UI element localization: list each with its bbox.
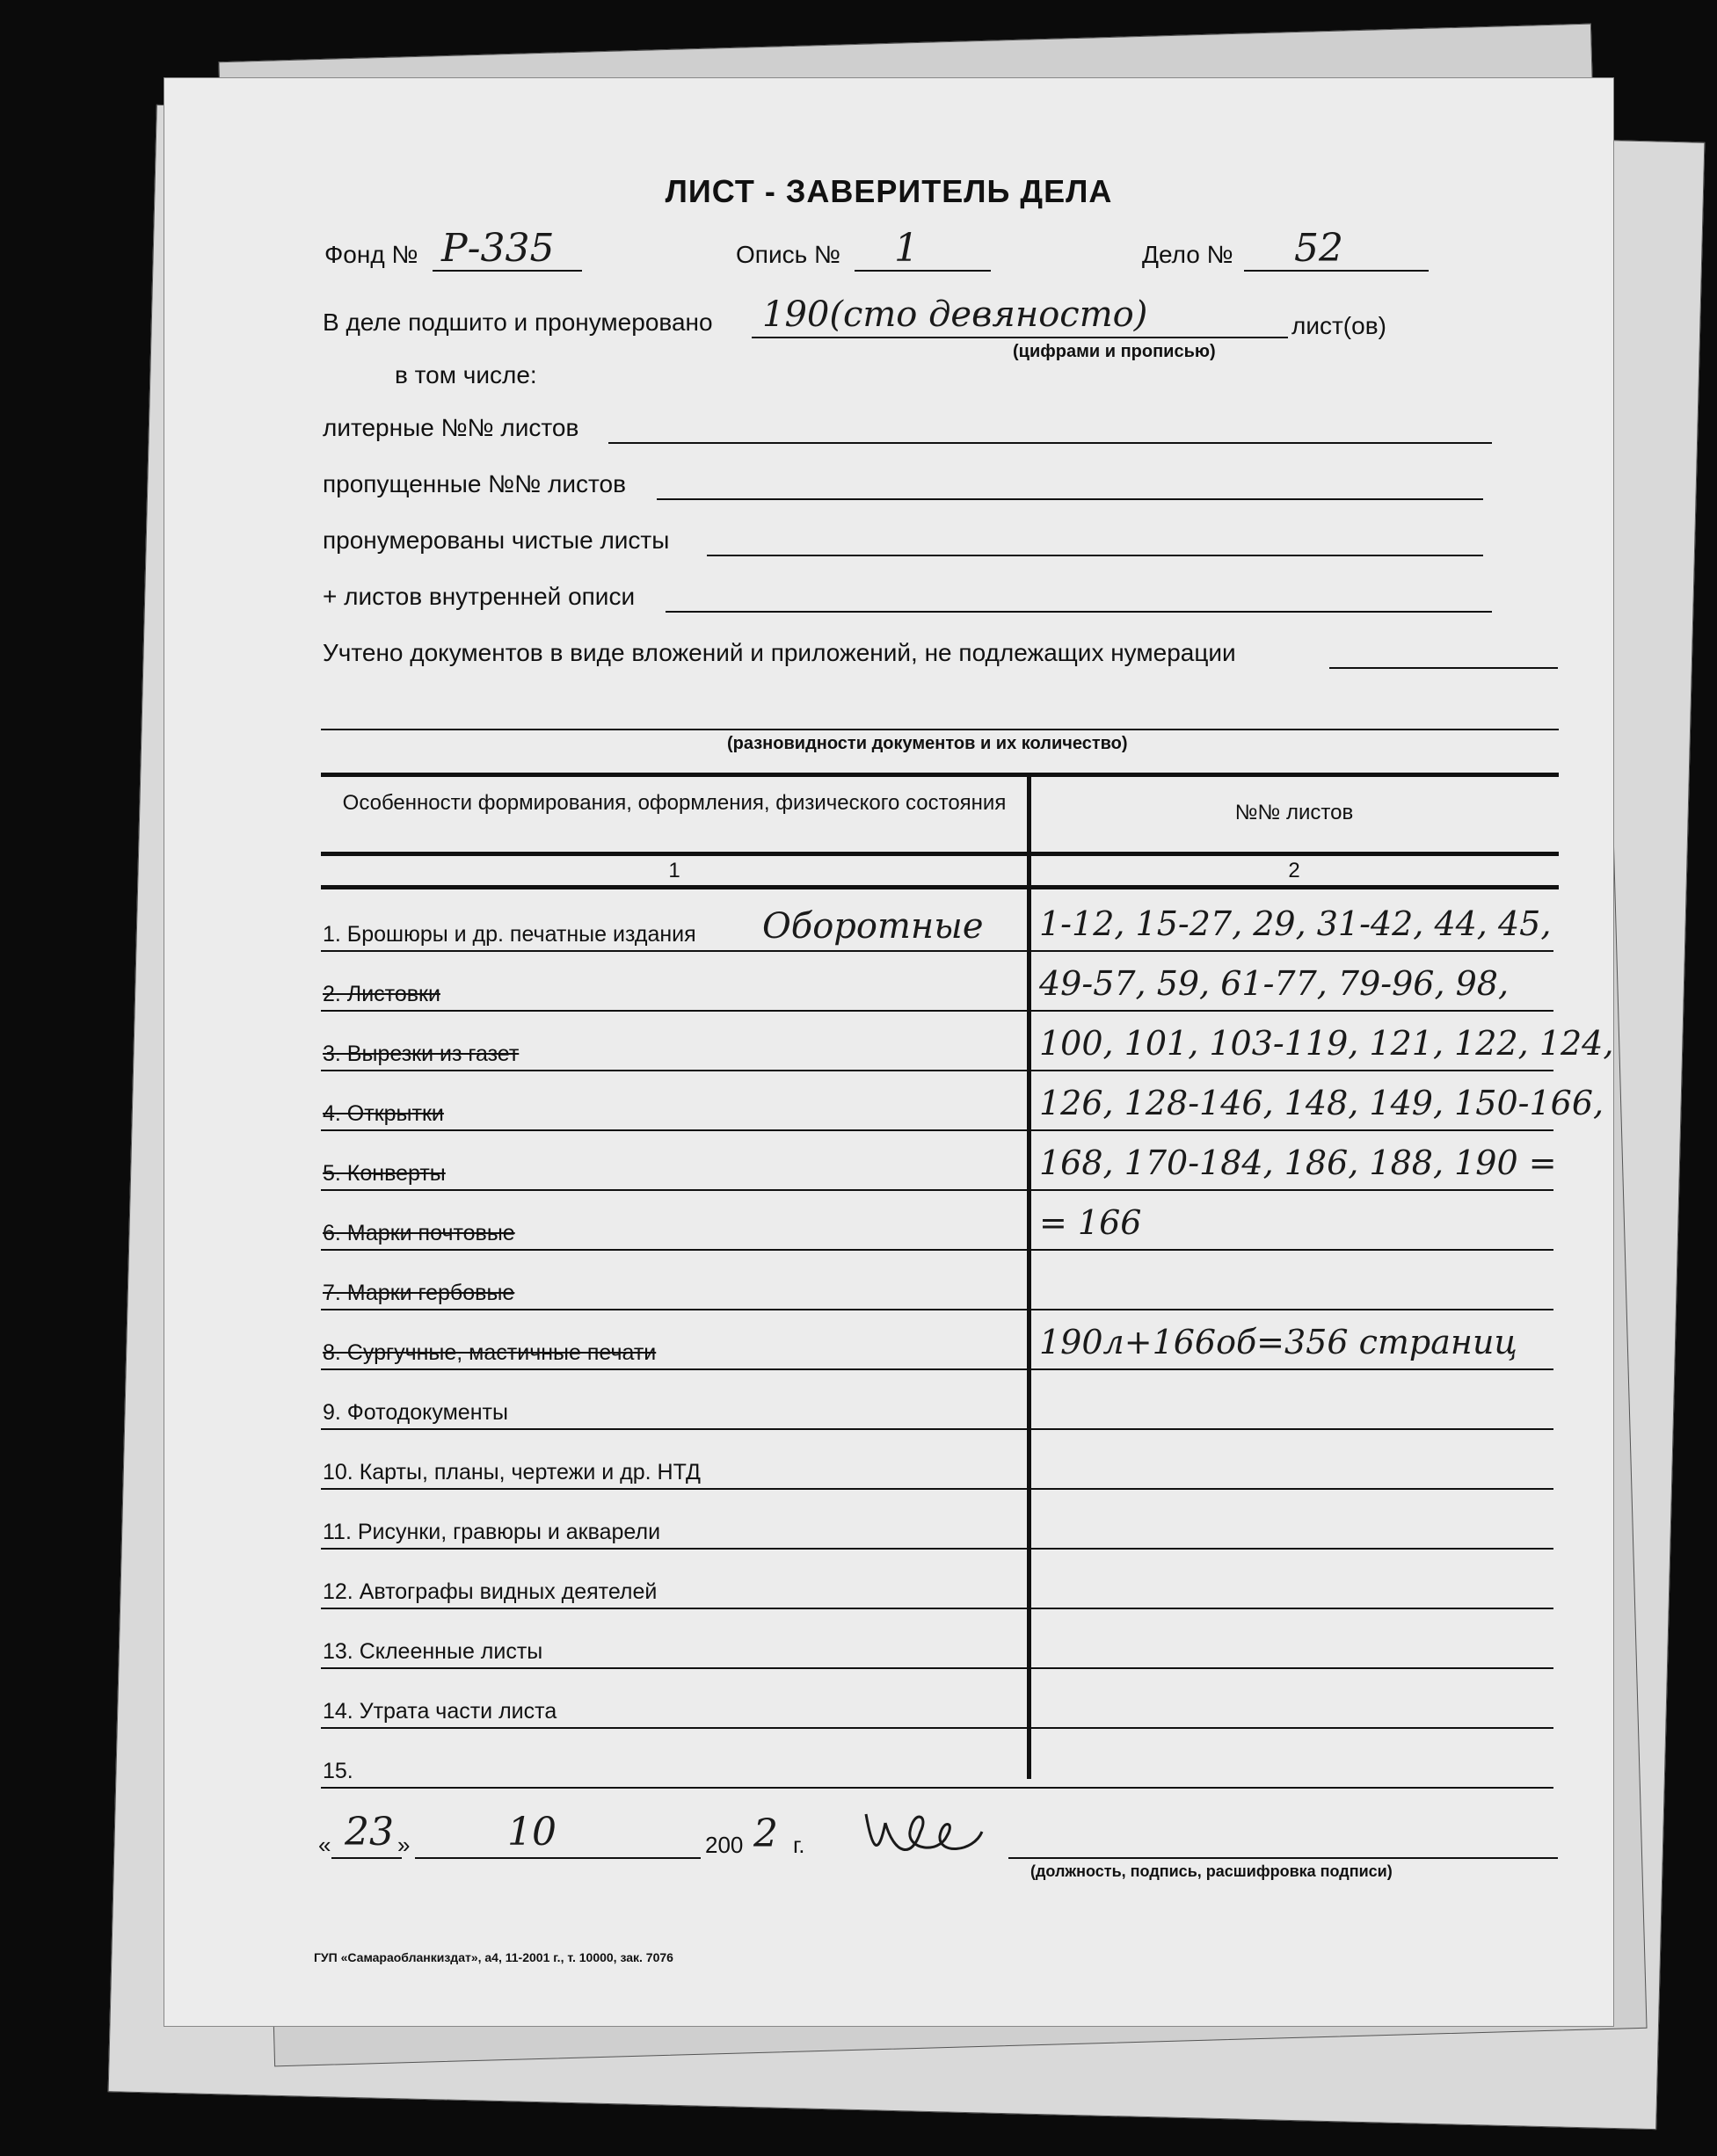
row-label: 11. Рисунки, гравюры и акварели bbox=[323, 1520, 661, 1544]
row-value: = 166 bbox=[1039, 1203, 1142, 1242]
row-value: 49-57, 59, 61-77, 79-96, 98, bbox=[1039, 964, 1510, 1003]
inner-inventory-label: + листов внутренней описи bbox=[323, 583, 636, 610]
row-value: 1-12, 15-27, 29, 31-42, 44, 45, bbox=[1039, 904, 1552, 943]
col2-header: №№ листов bbox=[1234, 801, 1354, 824]
row-rule bbox=[321, 1189, 1553, 1191]
col1-number: 1 bbox=[668, 859, 680, 882]
inner-inventory-underline bbox=[666, 611, 1492, 613]
row-rule bbox=[321, 1667, 1553, 1669]
row-label: 9. Фотодокументы bbox=[323, 1400, 508, 1425]
row-label: 2. Листовки bbox=[323, 982, 440, 1006]
opis-label: Опись № bbox=[736, 241, 840, 268]
sewn-underline bbox=[752, 337, 1288, 338]
row-label: 13. Склеенные листы bbox=[323, 1639, 543, 1664]
header-divider bbox=[321, 852, 1559, 856]
row-rule bbox=[321, 1787, 1553, 1789]
date-day: 23 bbox=[345, 1810, 394, 1855]
delo-label: Дело № bbox=[1142, 241, 1233, 268]
signature-underline bbox=[1008, 1857, 1558, 1859]
fond-underline bbox=[433, 270, 582, 272]
blank-numbered-underline bbox=[707, 555, 1483, 556]
row-label: 15. bbox=[323, 1759, 353, 1783]
row-rule bbox=[321, 1249, 1553, 1251]
document-title: ЛИСТ - ЗАВЕРИТЕЛЬ ДЕЛА bbox=[665, 173, 1113, 209]
year-prefix: 200 bbox=[705, 1832, 744, 1858]
row-label: 6. Марки почтовые bbox=[323, 1221, 515, 1245]
litera-label: литерные №№ листов bbox=[323, 414, 579, 441]
row-rule bbox=[321, 1727, 1553, 1729]
row-label: 4. Открытки bbox=[323, 1101, 444, 1126]
footer-imprint: ГУП «Самараобланкиздат», а4, 11-2001 г., т. 10000, зак. 7076 bbox=[314, 1950, 673, 1964]
sewn-hint: (цифрами и прописью) bbox=[1013, 342, 1216, 361]
delo-underline bbox=[1244, 270, 1429, 272]
sewn-label: В деле подшито и пронумеровано bbox=[323, 309, 713, 336]
row-rule bbox=[321, 1129, 1553, 1131]
blank-numbered-label: пронумерованы чистые листы bbox=[323, 526, 670, 554]
table-top-border bbox=[321, 773, 1559, 777]
row-note: Оборотные bbox=[762, 906, 984, 947]
date-open-quote: « bbox=[318, 1832, 331, 1858]
row-value: 190л+166об=356 страниц bbox=[1039, 1323, 1517, 1361]
attachments-hint: (разновидности документов и их количество) bbox=[727, 734, 1128, 753]
opis-underline bbox=[855, 270, 991, 272]
row-label: 1. Брошюры и др. печатные издания bbox=[323, 922, 696, 947]
date-day-underline bbox=[331, 1857, 402, 1859]
delo-value: 52 bbox=[1294, 226, 1343, 271]
table-column-divider bbox=[1027, 777, 1031, 1779]
row-rule bbox=[321, 1368, 1553, 1370]
row-rule bbox=[321, 1488, 1553, 1490]
row-label: 5. Конверты bbox=[323, 1161, 446, 1186]
row-value: 168, 170-184, 186, 188, 190 = bbox=[1039, 1143, 1557, 1182]
including-label: в том числе: bbox=[395, 361, 537, 388]
row-rule bbox=[321, 1309, 1553, 1310]
col2-number: 2 bbox=[1288, 859, 1300, 882]
handwritten-signature bbox=[859, 1797, 991, 1867]
sheets-suffix: лист(ов) bbox=[1291, 312, 1386, 339]
date-month-underline bbox=[415, 1857, 701, 1859]
row-rule bbox=[321, 1548, 1553, 1550]
number-row-divider bbox=[321, 885, 1559, 889]
sewn-value: 190(сто девяносто) bbox=[762, 294, 1148, 335]
document-page bbox=[164, 77, 1614, 2027]
row-rule bbox=[321, 1070, 1553, 1071]
row-value: 126, 128-146, 148, 149, 150-166, bbox=[1039, 1084, 1604, 1122]
signature-hint: (должность, подпись, расшифровка подписи) bbox=[1030, 1862, 1393, 1880]
row-value: 100, 101, 103-119, 121, 122, 124, bbox=[1039, 1024, 1614, 1063]
row-label: 10. Карты, планы, чертежи и др. НТД bbox=[323, 1460, 701, 1485]
row-label: 7. Марки гербовые bbox=[323, 1281, 515, 1305]
col1-header: Особенности формирования, оформления, физического состояния bbox=[342, 791, 1007, 815]
fond-label: Фонд № bbox=[324, 241, 418, 268]
attachments-underline bbox=[1329, 667, 1558, 669]
row-rule bbox=[321, 1608, 1553, 1609]
year-digit: 2 bbox=[753, 1811, 778, 1856]
row-rule bbox=[321, 950, 1553, 952]
date-month: 10 bbox=[507, 1810, 557, 1855]
missing-label: пропущенные №№ листов bbox=[323, 470, 626, 497]
missing-underline bbox=[657, 498, 1483, 500]
attachments-label: Учтено документов в виде вложений и приложений, не подлежащих нумерации bbox=[323, 639, 1236, 666]
row-label: 8. Сургучные, мастичные печати bbox=[323, 1340, 657, 1365]
opis-value: 1 bbox=[894, 226, 919, 271]
row-label: 3. Вырезки из газет bbox=[323, 1042, 520, 1066]
row-label: 12. Автографы видных деятелей bbox=[323, 1579, 658, 1604]
attachments-underline-2 bbox=[321, 729, 1559, 730]
fond-value: Р-335 bbox=[441, 226, 555, 271]
row-rule bbox=[321, 1010, 1553, 1012]
row-label: 14. Утрата части листа bbox=[323, 1699, 557, 1724]
row-rule bbox=[321, 1428, 1553, 1430]
year-suffix: г. bbox=[793, 1832, 805, 1858]
date-close-quote: » bbox=[397, 1832, 411, 1858]
litera-underline bbox=[608, 442, 1492, 444]
